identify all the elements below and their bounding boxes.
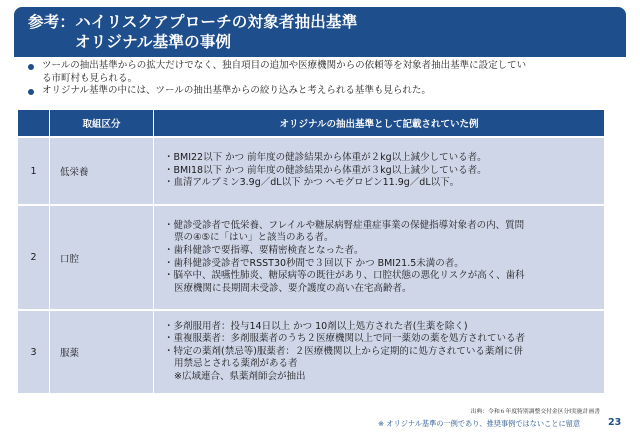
row-criteria [154, 309, 604, 393]
criteria-line: 票の④⑤に「はい」と該当のある者。 [174, 232, 334, 244]
criteria-line: ・重複服薬者：多剤服薬者のうち２医療機関以上で同一薬効の薬を処方されている者 [164, 333, 526, 345]
header-criteria: オリジナルの抽出基準として記載されていた例 [154, 110, 604, 136]
page-number: 23 [608, 417, 622, 428]
criteria-line: ・多剤服用者：投与14日以上 かつ 10剤以上処方された者(生薬を除く) [164, 320, 468, 332]
header-category: 取組区分 [50, 110, 154, 136]
criteria-line: ・歯科健診受診者でRSST30秒間で３回以下 かつ BMI21.5未満の者。 [164, 257, 464, 269]
criteria-line: ・BMI22以下 かつ 前年度の健診結果から体重が２kg以上減少している者。 [164, 152, 487, 164]
table-row [18, 136, 604, 204]
row-number: 2 [18, 204, 50, 309]
criteria-line: ・血清アルブミン3.9g／dL以下 かつ ヘモグロビン11.9g／dL以下。 [164, 177, 460, 189]
criteria-line: ・脳卒中、誤嚥性肺炎、糖尿病等の既往があり、口腔状態の悪化リスクが高く、歯科 [164, 270, 525, 282]
bullet-dot-icon [28, 64, 34, 70]
criteria-line: 用禁忌とされる薬剤がある者 [174, 358, 298, 370]
page-subtitle: オリジナル基準の事例 [75, 33, 232, 51]
bullet-text: ツールの抽出基準からの拡大だけでなく、独自項目の追加や医療機関からの依頼等を対象者抽出基準に設定してい [42, 60, 527, 71]
row-category: 低栄養 [50, 136, 154, 204]
bullet-text-cont: る市町村も見られる。 [42, 72, 138, 84]
table-header-row [18, 110, 604, 136]
table-row [18, 204, 604, 309]
criteria-table [18, 110, 604, 393]
title-banner [14, 7, 626, 57]
bullet-list [26, 60, 616, 98]
table-row [18, 309, 604, 393]
criteria-line: 医療機関に長期間未受診、要介護度の高い在宅高齢者。 [174, 282, 412, 294]
row-category: 口腔 [50, 204, 154, 309]
row-number: 1 [18, 136, 50, 204]
source-citation: 出典：令和６年度特別調整交付金区分Ⅰ実施計画書 [470, 409, 600, 415]
row-criteria [154, 204, 604, 309]
criteria-line: ・特定の薬剤(禁忌等)服薬者：２医療機関以上から定期的に処方されている薬剤に併 [164, 345, 523, 357]
disclaimer-note: ※ オリジナル基準の一例であり、推奨事例ではないことに留意 [378, 419, 581, 428]
criteria-line: ・歯科健診で要指導、要精密検査となった者。 [164, 244, 364, 256]
bullet-item [26, 85, 616, 98]
page-title: 参考：ハイリスクアプローチの対象者抽出基準 [28, 13, 358, 31]
criteria-line: ・BMI18以下 かつ 前年度の健診結果から体重が３kg以上減少している者。 [164, 164, 487, 176]
bullet-item [26, 60, 616, 85]
criteria-line: ※広域連合、県薬剤師会が抽出 [174, 370, 306, 382]
row-category: 服薬 [50, 309, 154, 393]
row-number: 3 [18, 309, 50, 393]
criteria-line: ・健診受診者で低栄養、フレイルや糖尿病腎症重症事業の保健指導対象者の内、質問 [164, 219, 525, 231]
row-criteria [154, 136, 604, 204]
bullet-text: オリジナル基準の中には、ツールの抽出基準からの絞り込みと考えられる基準も見られた。 [42, 85, 431, 96]
header-number [18, 110, 50, 136]
bullet-dot-icon [28, 89, 34, 95]
